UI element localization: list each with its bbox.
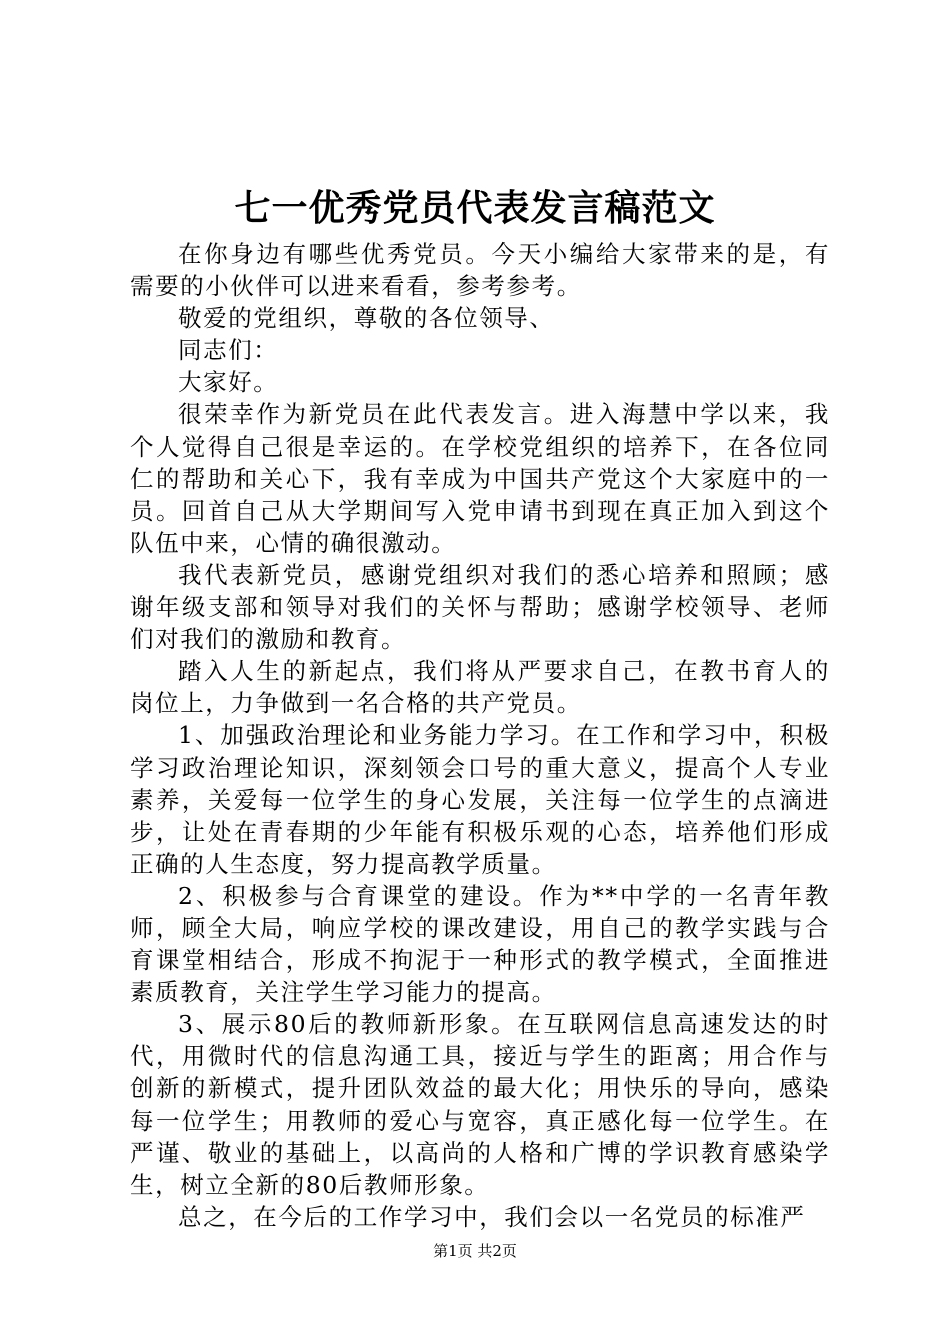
paragraph: 很荣幸作为新党员在此代表发言。进入海慧中学以来，我个人觉得自己很是幸运的。在学校党组织的培养下，在各位同仁的帮助和关心下，我有幸成为中国共产党这个大家庭中的一员。回首自己从大学期间写入党申请书到现在真正加入到这个队伍中来，心情的确很激动。	[130, 400, 830, 557]
paragraph: 大家好。	[178, 368, 279, 397]
paragraph: 3、展示80后的教师新形象。在互联网信息高速发达的时代，用微时代的信息沟通工具，接近与学生的距离；用合作与创新的新模式，提升团队效益的最大化；用快乐的导向，感染每一位学生；用教师的爱心与宽容，真正感化每一位学生。在严谨、敬业的基础上，以高尚的人格和广博的学识教育感染学生，树立全新的80后教师形象。	[130, 1010, 830, 1199]
paragraph: 在你身边有哪些优秀党员。今天小编给大家带来的是，有需要的小伙伴可以进来看看，参考参考。	[130, 240, 830, 301]
paragraph: 1、加强政治理论和业务能力学习。在工作和学习中，积极学习政治理论知识，深刻领会口号的重大意义，提高个人专业素养，关爱每一位学生的身心发展，关注每一位学生的点滴进步，让处在青春期的少年能有积极乐观的心态，培养他们形成正确的人生态度，努力提高教学质量。	[130, 721, 830, 878]
paragraph: 2、积极参与合育课堂的建设。作为**中学的一名青年教师，顾全大局，响应学校的课改建设，用自己的教学实践与合育课堂相结合，形成不拘泥于一种形式的教学模式，全面推进素质教育，关注学生学习能力的提高。	[130, 881, 830, 1007]
document-title: 七一优秀党员代表发言稿范文	[234, 187, 716, 229]
paragraph: 总之，在今后的工作学习中，我们会以一名党员的标准严	[178, 1202, 806, 1231]
paragraph: 踏入人生的新起点，我们将从严要求自己，在教书育人的岗位上，力争做到一名合格的共产党员。	[130, 657, 830, 718]
paragraph: 我代表新党员，感谢党组织对我们的悉心培养和照顾；感谢年级支部和领导对我们的关怀与帮助；感谢学校领导、老师们对我们的激励和教育。	[130, 560, 830, 654]
document-body	[130, 238, 830, 1233]
page-footer: 第1页 共2页	[433, 1242, 517, 1260]
paragraph: 同志们：	[178, 336, 279, 365]
paragraph: 敬爱的党组织，尊敬的各位领导、	[178, 304, 555, 333]
